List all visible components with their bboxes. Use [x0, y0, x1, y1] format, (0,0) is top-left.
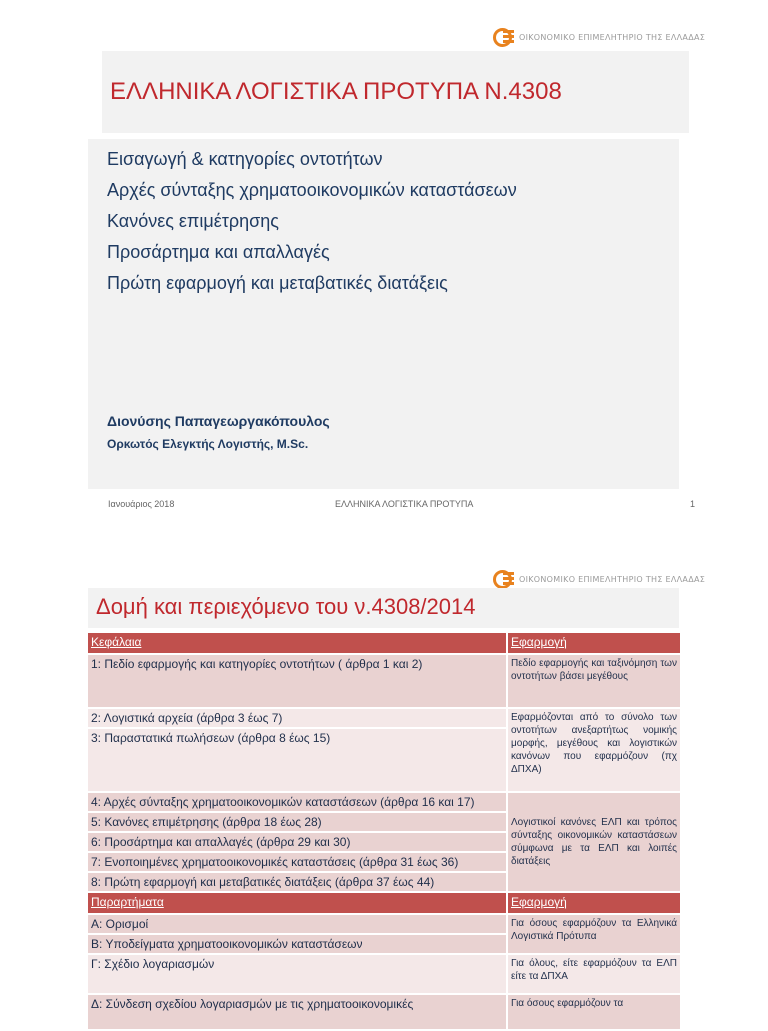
- header-annexes: Παραρτήματα: [88, 892, 507, 914]
- table-row: [88, 914, 680, 934]
- chapter-cell: 4: Αρχές σύνταξης χρηματοοικονομικών καταστάσεων (άρθρα 16 και 17): [88, 792, 507, 812]
- logo-text: ΟΙΚΟΝΟΜΙΚΟ ΕΠΙΜΕΛΗΤΗΡΙΟ ΤΗΣ ΕΛΛΑΔΑΣ: [519, 574, 706, 584]
- table-row: [88, 654, 680, 708]
- chapter-cell: 5: Κανόνες επιμέτρησης (άρθρα 18 έως 28): [88, 812, 507, 832]
- bullet-item: Εισαγωγή & κατηγορίες οντοτήτων: [107, 149, 383, 169]
- logo-mark-icon: [493, 27, 515, 47]
- footer-page-number: 1: [690, 499, 696, 509]
- bullet-item: Προσάρτημα και απαλλαγές: [107, 242, 330, 262]
- note-cell: Πεδίο εφαρμογής και ταξινόμηση των οντοτήτων βάσει μεγέθους: [507, 654, 680, 708]
- annex-cell: Δ: Σύνδεση σχεδίου λογαριασμών με τις χρηματοοικονομικές: [88, 994, 507, 1030]
- slide1-bullet-list: [107, 144, 517, 299]
- footer-center: ΕΛΛΗΝΙΚΑ ΛΟΓΙΣΤΙΚΑ ΠΡΟΤΥΠΑ: [335, 499, 474, 509]
- annex-cell: Α: Ορισμοί: [88, 914, 507, 934]
- header-application: Εφαρμογή: [507, 633, 680, 654]
- header-chapters: Κεφάλαια: [88, 633, 507, 654]
- slide2-title: Δομή και περιεχόμενο του ν.4308/2014: [96, 594, 476, 619]
- table-header-row: [88, 892, 680, 914]
- logo-text: ΟΙΚΟΝΟΜΙΚΟ ΕΠΙΜΕΛΗΤΗΡΙΟ ΤΗΣ ΕΛΛΑΔΑΣ: [519, 32, 706, 42]
- note-cell: Λογιστικοί κανόνες ΕΛΠ και τρόπος σύνταξης οικονομικών καταστάσεων σύμφωνα με τα ΕΛΠ και λοιπές διατάξεις: [507, 792, 680, 892]
- logo-mark-icon: [493, 569, 515, 589]
- chapter-cell: 3: Παραστατικά πωλήσεων (άρθρα 8 έως 15): [88, 728, 507, 792]
- note-cell: Εφαρμόζονται από το σύνολο των οντοτήτων ανεξαρτήτως νομικής μορφής, μεγέθους και λογιστικών κανόνων που εφαρμόζουν (πχ ΔΠΧΑ): [507, 708, 680, 792]
- table-row: [88, 954, 680, 994]
- table-row: [88, 994, 680, 1030]
- slide1-title: ΕΛΛΗΝΙΚΑ ΛΟΓΙΣΤΙΚΑ ΠΡΟΤΥΠΑ Ν.4308: [110, 78, 562, 105]
- annex-cell: Γ: Σχέδιο λογαριασμών: [88, 954, 507, 994]
- footer-date: Ιανουάριος 2018: [108, 499, 175, 509]
- bullet-item: Πρώτη εφαρμογή και μεταβατικές διατάξεις: [107, 273, 448, 293]
- logo: [493, 27, 705, 47]
- structure-table: [88, 633, 680, 1031]
- table-row: [88, 708, 680, 728]
- chapter-cell: 2: Λογιστικά αρχεία (άρθρα 3 έως 7): [88, 708, 507, 728]
- chapter-cell: 6: Προσάρτημα και απαλλαγές (άρθρα 29 και 30): [88, 832, 507, 852]
- note-cell: Για όσους εφαρμόζουν τα: [507, 994, 680, 1030]
- logo: [493, 569, 705, 589]
- annex-cell: Β: Υποδείγματα χρηματοοικονομικών καταστάσεων: [88, 934, 507, 954]
- chapter-cell: 1: Πεδίο εφαρμογής και κατηγορίες οντοτήτων ( άρθρα 1 και 2): [88, 654, 507, 708]
- table-header-row: [88, 633, 680, 654]
- chapter-cell: 8: Πρώτη εφαρμογή και μεταβατικές διατάξεις (άρθρα 37 έως 44): [88, 872, 507, 892]
- author-name: Διονύσης Παπαγεωργακόπουλος: [107, 413, 330, 429]
- note-cell: Για όλους, είτε εφαρμόζουν τα ΕΛΠ είτε τα ΔΠΧΑ: [507, 954, 680, 994]
- author-title: Ορκωτός Ελεγκτής Λογιστής, M.Sc.: [107, 437, 309, 451]
- bullet-item: Κανόνες επιμέτρησης: [107, 211, 279, 231]
- chapter-cell: 7: Ενοποιημένες χρηματοοικονομικές καταστάσεις (άρθρα 31 έως 36): [88, 852, 507, 872]
- bullet-item: Αρχές σύνταξης χρηματοοικονομικών καταστάσεων: [107, 180, 517, 200]
- note-cell: Για όσους εφαρμόζουν τα Ελληνικά Λογιστικά Πρότυπα: [507, 914, 680, 954]
- header-application: Εφαρμογή: [507, 892, 680, 914]
- table-row: [88, 792, 680, 812]
